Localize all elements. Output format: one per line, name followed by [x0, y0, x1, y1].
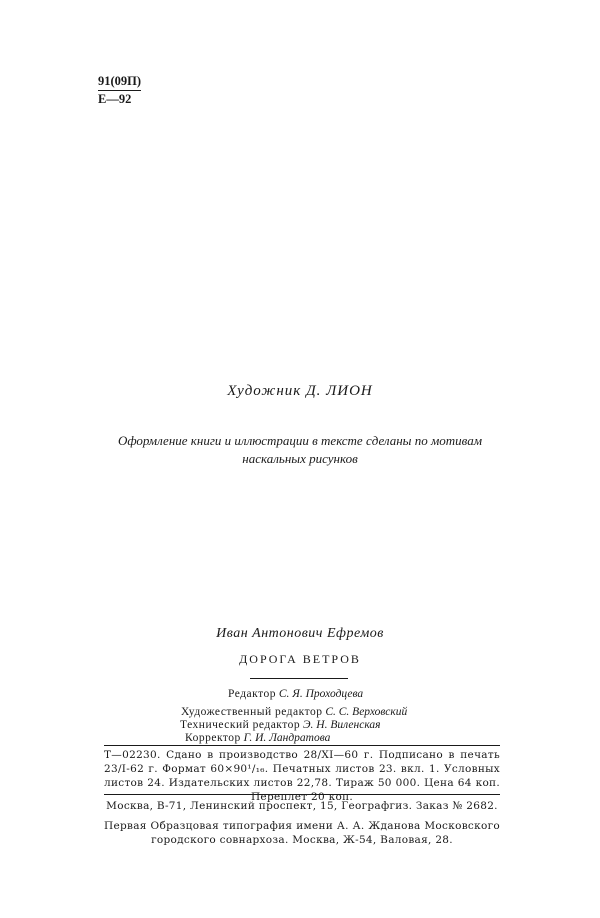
divider-imprint-bottom [104, 794, 500, 795]
credit-name: С. С. Верховский [325, 706, 408, 718]
artist-credit: Художник Д. ЛИОН [227, 383, 373, 399]
divider-short [250, 678, 348, 679]
credit-label: Художественный редактор [181, 706, 323, 718]
imprint-line: листов 24. Издательских листов 22,78. Тираж 50 000. Цена 64 коп. [104, 777, 500, 789]
author-mark: Е—92 [98, 92, 132, 106]
printer-line: городского совнархоза. Москва, Ж-54, Валовая, 28. [151, 834, 453, 846]
imprint-line: Переплет 20 коп. [250, 791, 354, 803]
book-title: ДОРОГА ВЕТРОВ [239, 652, 361, 666]
publisher-line [104, 799, 500, 813]
design-note: Оформление книги и иллюстрации в тексте сделаны по мотивам наскальных рисунков [117, 433, 483, 466]
udc-classification [98, 74, 141, 107]
credit-tech-editor [180, 719, 381, 732]
imprint-block [104, 748, 500, 804]
credit-name: Г. И. Ландратова [243, 732, 331, 744]
printer-block [104, 819, 500, 847]
credit-label: Редактор [228, 688, 276, 700]
credit-editor [228, 688, 363, 701]
credit-art-editor [181, 706, 407, 719]
author-name: Иван Антонович Ефремов [216, 626, 384, 641]
printer-line: Первая Образцовая типография имени А. А. Жданова Московского [104, 820, 500, 832]
credit-label: Корректор [185, 732, 241, 744]
credit-label: Технический редактор [180, 719, 301, 731]
imprint-line: 23/I-62 г. Формат 60×90¹/₁₆. Печатных листов 23. вкл. 1. Условных [104, 763, 500, 775]
imprint-line: Т—02230. Сдано в производство 28/XI—60 г. Подписано в печать [104, 749, 500, 761]
divider-imprint-top [104, 745, 500, 746]
credit-proofreader [185, 732, 330, 745]
credit-name: С. Я. Проходцева [278, 688, 364, 700]
publisher-text: Москва, В-71, Ленинский проспект, 15, Географгиз. Заказ № 2682. [106, 800, 498, 812]
udc-code: 91(09П) [98, 74, 141, 91]
credit-name: Э. Н. Виленская [303, 719, 381, 731]
